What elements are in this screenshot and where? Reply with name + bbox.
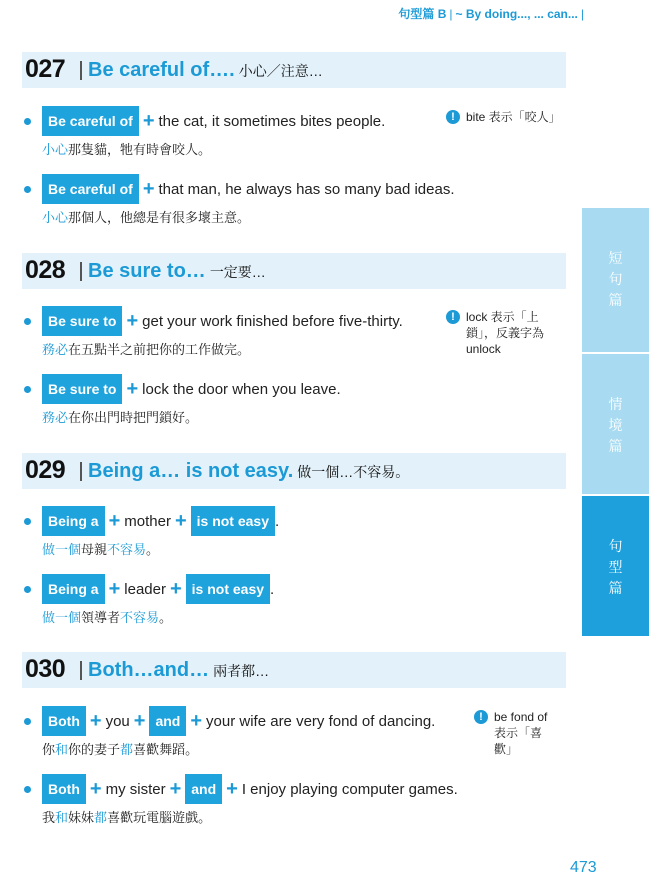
section-divider	[80, 262, 82, 281]
chinese-translation	[42, 207, 250, 226]
plus-icon: +	[126, 310, 139, 332]
section-title	[88, 659, 269, 682]
exclamation-icon: !	[446, 110, 460, 124]
section-number: 027	[25, 55, 66, 83]
sentence-text: .	[270, 580, 275, 598]
bullet-dot	[24, 786, 31, 793]
bullet-dot	[24, 586, 31, 593]
chinese-translation	[42, 339, 250, 358]
section-pattern: Both…and…	[88, 659, 210, 681]
side-tab-3[interactable]	[582, 496, 649, 636]
translation-text: 我	[42, 810, 56, 825]
chinese-translation	[42, 607, 172, 626]
page-number: 473	[570, 859, 597, 876]
plus-icon: +	[126, 378, 139, 400]
pattern-keyword-box: Be careful of	[42, 174, 139, 204]
pattern-keyword-box: Being a	[42, 506, 105, 536]
sentence-text: .	[275, 512, 280, 530]
translation-highlight: 小心	[42, 210, 69, 225]
pattern-keyword-box: and	[149, 706, 186, 736]
sentence-text: mother	[124, 512, 171, 530]
section-meaning: 兩者都…	[213, 663, 270, 679]
pattern-keyword-box: Both	[42, 774, 86, 804]
translation-text: 領導者	[81, 610, 121, 625]
section-number: 028	[25, 256, 66, 284]
pattern-keyword-box: Being a	[42, 574, 105, 604]
plus-icon: +	[169, 578, 182, 600]
plus-icon: +	[226, 778, 238, 800]
side-tab-char: 句	[608, 271, 623, 287]
translation-highlight: 都	[120, 742, 134, 757]
pattern-keyword-box: is not easy	[191, 506, 275, 536]
chinese-translation	[42, 139, 211, 158]
sentence-text: that man, he always has so many bad ideas.	[158, 180, 455, 198]
translation-text: 你	[42, 742, 56, 757]
example-sentence	[42, 174, 455, 204]
note-text	[466, 109, 561, 125]
plus-icon: +	[142, 110, 155, 132]
section-header	[22, 453, 566, 489]
plus-icon: +	[174, 510, 187, 532]
plus-icon: +	[142, 178, 155, 200]
pattern-keyword-box: Be sure to	[42, 306, 122, 336]
translation-text: 。	[159, 610, 173, 625]
side-tab-char: 情	[608, 396, 623, 412]
example-sentence	[42, 574, 274, 604]
side-tab-2[interactable]	[582, 354, 649, 494]
translation-highlight: 務必	[42, 342, 69, 357]
side-tab-1[interactable]	[582, 208, 649, 352]
section-meaning: 做一個…不容易。	[297, 464, 410, 480]
chinese-translation	[42, 807, 211, 826]
side-tab-char: 型	[608, 559, 623, 575]
pattern-keyword-box: is not easy	[186, 574, 270, 604]
sentence-text: my sister	[105, 780, 166, 798]
side-tab-char: 句	[608, 538, 623, 554]
example-sentence	[42, 306, 403, 336]
note-text	[466, 309, 544, 357]
translation-text: 喜歡玩電腦遊戲。	[107, 810, 212, 825]
bullet-dot	[24, 718, 31, 725]
plus-icon: +	[108, 510, 121, 532]
note-line: bite 表示「咬人」	[466, 110, 561, 124]
exclamation-icon: !	[446, 310, 460, 324]
plus-icon: +	[108, 578, 121, 600]
chinese-translation	[42, 739, 198, 758]
section-title	[88, 260, 266, 283]
pattern-keyword-box: Both	[42, 706, 86, 736]
pattern-keyword-box: Be careful of	[42, 106, 139, 136]
plus-icon: +	[89, 778, 102, 800]
section-pattern: Being a… is not easy.	[88, 460, 294, 482]
sentence-text: lock the door when you leave.	[142, 380, 341, 398]
translation-highlight: 不容易	[120, 610, 160, 625]
sentence-text: the cat, it sometimes bites people.	[158, 112, 386, 130]
translation-highlight: 都	[94, 810, 108, 825]
section-divider	[80, 661, 82, 680]
exclamation-icon: !	[474, 710, 488, 724]
translation-highlight: 不容易	[107, 542, 147, 557]
translation-text: 。	[146, 542, 160, 557]
translation-highlight: 和	[55, 742, 69, 757]
example-sentence	[42, 374, 341, 404]
note-line: lock 表示「上	[466, 310, 539, 324]
example-sentence	[42, 506, 279, 536]
sentence-text: leader	[124, 580, 166, 598]
sentence-text: get your work finished before five-thirty.	[142, 312, 403, 330]
translation-highlight: 務必	[42, 410, 69, 425]
example-sentence	[42, 106, 385, 136]
section-pattern: Be careful of….	[88, 59, 235, 81]
section-meaning: 小心／注意…	[238, 63, 323, 79]
translation-highlight: 和	[55, 810, 69, 825]
plus-icon: +	[169, 778, 182, 800]
note-line: 鎖」，反義字為	[466, 326, 545, 340]
note-line: be fond of	[494, 710, 548, 724]
running-header: 句型篇 B | ~ By doing..., ... can... |	[398, 7, 584, 21]
side-tab-char: 篇	[608, 580, 623, 596]
example-sentence	[42, 706, 435, 736]
translation-highlight: 做一個	[42, 610, 82, 625]
sentence-text: I enjoy playing computer games.	[241, 780, 458, 798]
pattern-keyword-box: Be sure to	[42, 374, 122, 404]
plus-icon: +	[89, 710, 102, 732]
plus-icon: +	[133, 710, 146, 732]
bullet-dot	[24, 518, 31, 525]
translation-text: 喜歡舞蹈。	[133, 742, 199, 757]
section-number: 029	[25, 456, 66, 484]
plus-icon: +	[190, 710, 203, 732]
bullet-dot	[24, 318, 31, 325]
translation-highlight: 做一個	[42, 542, 82, 557]
chinese-translation	[42, 407, 198, 426]
side-tab-char: 境	[608, 417, 623, 433]
section-title	[88, 59, 323, 82]
bullet-dot	[24, 386, 31, 393]
translation-text: 你的妻子	[68, 742, 121, 757]
side-tab-char: 篇	[608, 292, 623, 308]
section-header	[22, 52, 566, 88]
header-chapter: ~ By doing..., ... can...	[455, 7, 578, 21]
translation-text: 那隻貓，牠有時會咬人。	[68, 142, 212, 157]
header-part: 句型篇 B	[398, 7, 447, 21]
side-tab-char: 短	[608, 250, 623, 266]
sentence-text: your wife are very fond of dancing.	[206, 712, 436, 730]
note-line: unlock	[466, 342, 501, 356]
translation-text: 妹妹	[68, 810, 95, 825]
bullet-dot	[24, 186, 31, 193]
note-line: 歡」	[494, 742, 519, 756]
section-divider	[80, 462, 82, 481]
note-line: 表示「喜	[494, 726, 543, 740]
section-pattern: Be sure to…	[88, 260, 206, 282]
translation-text: 母親	[81, 542, 108, 557]
pattern-keyword-box: and	[185, 774, 222, 804]
translation-text: 在你出門時把門鎖好。	[68, 410, 199, 425]
section-divider	[80, 61, 82, 80]
side-tab-char: 篇	[608, 438, 623, 454]
chinese-translation	[42, 539, 159, 558]
translation-highlight: 小心	[42, 142, 69, 157]
bullet-dot	[24, 118, 31, 125]
translation-text: 在五點半之前把你的工作做完。	[68, 342, 251, 357]
example-sentence	[42, 774, 458, 804]
translation-text: 那個人，他總是有很多壞主意。	[68, 210, 251, 225]
section-header	[22, 253, 566, 289]
section-meaning: 一定要…	[209, 264, 266, 280]
note-text	[494, 709, 547, 757]
sentence-text: you	[105, 712, 130, 730]
section-header	[22, 652, 566, 688]
section-number: 030	[25, 655, 66, 683]
section-title	[88, 460, 409, 483]
